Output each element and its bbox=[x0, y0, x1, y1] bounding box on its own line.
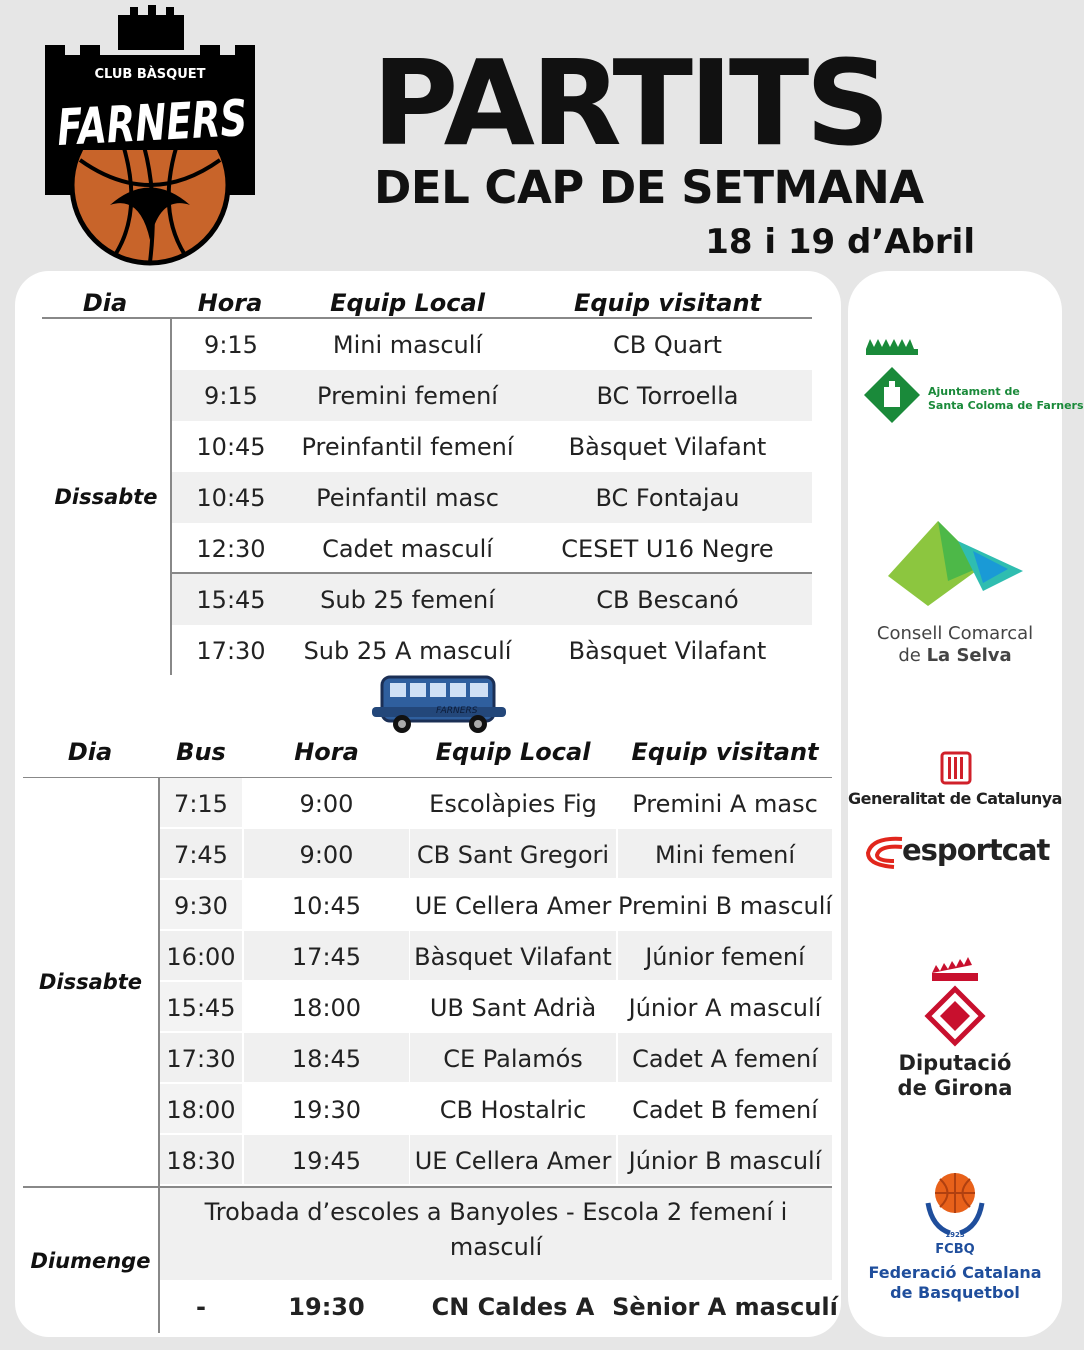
away-row-visitant: Júnior B masculí bbox=[628, 1146, 822, 1175]
sunday-note-line1: Trobada d’escoles a Banyoles - Escola 2 femení i bbox=[204, 1198, 788, 1226]
consell-line2-prefix: de bbox=[898, 645, 927, 666]
bus-text: FARNERS bbox=[436, 706, 478, 716]
away-row-hora: 9:00 bbox=[299, 789, 354, 818]
fcbq-year: 1923 bbox=[945, 1231, 965, 1239]
logo-top-text: CLUB BÀSQUET bbox=[94, 67, 206, 82]
generalitat-logo-icon bbox=[940, 751, 972, 785]
away-header-visitant: Equip visitant bbox=[631, 738, 819, 766]
away-row-local: UE Cellera Amer bbox=[414, 1146, 612, 1175]
diputacio-line1: Diputació bbox=[898, 1051, 1012, 1075]
away-row-bus: 7:15 bbox=[174, 789, 228, 818]
sunday-row-local: CN Caldes A bbox=[431, 1293, 595, 1321]
away-row-visitant: Premini A masc bbox=[632, 789, 818, 818]
sunday-row-hora: 19:30 bbox=[288, 1293, 365, 1321]
away-row-local: UB Sant Adrià bbox=[429, 993, 597, 1022]
away-row-local: Escolàpies Fig bbox=[429, 789, 597, 818]
ajuntament-line1: Ajuntament de bbox=[928, 385, 1020, 398]
away-row-bus: 7:45 bbox=[174, 840, 228, 869]
diputacio-logo-icon bbox=[920, 961, 990, 1051]
home-header-hora: Hora bbox=[197, 289, 263, 317]
generalitat-text: Generalitat de Catalunya bbox=[848, 789, 1062, 808]
home-row-visitant: CESET U16 Negre bbox=[561, 534, 774, 563]
home-row-visitant: CB Bescanó bbox=[596, 585, 739, 614]
away-row-visitant: Cadet A femení bbox=[632, 1044, 818, 1073]
away-row-local: Bàsquet Vilafant bbox=[414, 942, 612, 971]
club-logo bbox=[40, 0, 314, 265]
home-row-local: Peinfantil masc bbox=[316, 483, 499, 512]
home-row-local: Sub 25 A masculí bbox=[303, 636, 512, 665]
away-row-bus: 16:00 bbox=[166, 942, 236, 971]
away-row-hora: 19:30 bbox=[291, 1095, 362, 1124]
home-row-hora: 9:15 bbox=[204, 330, 258, 359]
home-row-hora: 10:45 bbox=[196, 483, 266, 512]
away-header-hora: Hora bbox=[294, 738, 359, 766]
away-row-hora: 17:45 bbox=[291, 942, 362, 971]
ajuntament-logo-icon bbox=[862, 335, 926, 430]
away-row-local: UE Cellera Amer bbox=[414, 891, 612, 920]
consell-logo-icon bbox=[888, 511, 1028, 611]
away-row-bus: 18:30 bbox=[166, 1146, 236, 1175]
sponsor-fcbq bbox=[848, 1171, 1062, 1311]
fcbq-logo-icon bbox=[920, 1171, 990, 1257]
home-header-dia: Dia bbox=[82, 289, 128, 317]
sponsor-ajuntament bbox=[860, 335, 1084, 430]
home-row-visitant: BC Torroella bbox=[596, 381, 739, 410]
away-row-hora: 18:00 bbox=[291, 993, 362, 1022]
away-row-visitant: Mini femení bbox=[654, 840, 796, 869]
home-row-local: Premini femení bbox=[317, 381, 498, 410]
away-saturday-label: Dissabte bbox=[38, 970, 143, 994]
away-row-hora: 9:00 bbox=[299, 840, 354, 869]
sunday-note-line2: masculí bbox=[449, 1233, 543, 1261]
home-row-hora: 12:30 bbox=[196, 534, 266, 563]
home-row-visitant: CB Quart bbox=[613, 330, 722, 359]
fcbq-line1: Federació Catalana bbox=[868, 1263, 1042, 1282]
sponsor-consell-comarcal bbox=[848, 511, 1062, 671]
bus-icon bbox=[370, 669, 510, 739]
page-subtitle: DEL CAP DE SETMANA bbox=[374, 161, 924, 214]
esportcat-swoosh-icon bbox=[864, 835, 904, 871]
away-row-local: CE Palamós bbox=[443, 1044, 583, 1073]
away-row-visitant: Júnior femení bbox=[645, 942, 805, 971]
home-row-visitant: BC Fontajau bbox=[595, 483, 740, 512]
sunday-row-bus: - bbox=[196, 1293, 206, 1321]
home-row-visitant: Bàsquet Vilafant bbox=[568, 636, 767, 665]
schedule-card bbox=[15, 271, 841, 1337]
logo-club-name: FARNERS bbox=[55, 85, 314, 157]
away-row-bus: 9:30 bbox=[174, 891, 228, 920]
home-row-local: Mini masculí bbox=[332, 330, 483, 359]
away-header-bus: Bus bbox=[176, 738, 226, 766]
weekend-date: 18 i 19 d’Abril bbox=[705, 222, 975, 262]
sunday-row-visitant: Sènior A masculí bbox=[612, 1293, 838, 1321]
home-header-visitant: Equip visitant bbox=[573, 289, 762, 317]
fcbq-abbr: FCBQ bbox=[935, 1242, 975, 1257]
away-row-visitant: Cadet B femení bbox=[632, 1095, 818, 1124]
home-row-local: Cadet masculí bbox=[322, 534, 493, 563]
away-row-hora: 10:45 bbox=[291, 891, 362, 920]
home-day-label: Dissabte bbox=[54, 485, 158, 509]
sponsor-diputacio bbox=[848, 961, 1062, 1111]
fcbq-line2: de Basquetbol bbox=[890, 1283, 1020, 1302]
away-row-bus: 18:00 bbox=[166, 1095, 236, 1124]
sunday-note bbox=[160, 1195, 832, 1265]
consell-line2-name: La Selva bbox=[926, 645, 1012, 666]
home-row-local: Sub 25 femení bbox=[320, 585, 495, 614]
page-title: PARTITS bbox=[372, 34, 887, 172]
sponsor-esportcat bbox=[864, 833, 1054, 881]
away-row-local: CB Hostalric bbox=[439, 1095, 587, 1124]
consell-line1: Consell Comarcal bbox=[876, 623, 1034, 644]
away-row-visitant: Júnior A masculí bbox=[628, 993, 822, 1022]
home-row-visitant: Bàsquet Vilafant bbox=[568, 432, 767, 461]
home-row-local: Preinfantil femení bbox=[301, 432, 514, 461]
away-row-hora: 18:45 bbox=[291, 1044, 362, 1073]
away-row-local: CB Sant Gregori bbox=[416, 840, 610, 869]
sponsor-generalitat bbox=[848, 751, 1062, 811]
away-row-hora: 19:45 bbox=[291, 1146, 362, 1175]
away-header-local: Equip Local bbox=[435, 738, 591, 766]
away-header-dia: Dia bbox=[67, 738, 113, 766]
away-row-visitant: Premini B masculí bbox=[617, 891, 833, 920]
sponsors-card bbox=[848, 271, 1084, 1337]
home-header-local: Equip Local bbox=[330, 289, 485, 317]
away-row-bus: 17:30 bbox=[166, 1044, 236, 1073]
home-row-hora: 17:30 bbox=[196, 636, 266, 665]
consell-line2 bbox=[848, 645, 1062, 666]
home-row-hora: 10:45 bbox=[196, 432, 266, 461]
away-sunday-label: Diumenge bbox=[30, 1248, 151, 1273]
home-row-hora: 15:45 bbox=[196, 585, 266, 614]
away-row-bus: 15:45 bbox=[166, 993, 236, 1022]
home-row-hora: 9:15 bbox=[204, 381, 258, 410]
ajuntament-line2: Santa Coloma de Farners bbox=[928, 399, 1084, 412]
esportcat-text: esportcat bbox=[902, 833, 1050, 867]
diputacio-line2: de Girona bbox=[897, 1076, 1013, 1100]
